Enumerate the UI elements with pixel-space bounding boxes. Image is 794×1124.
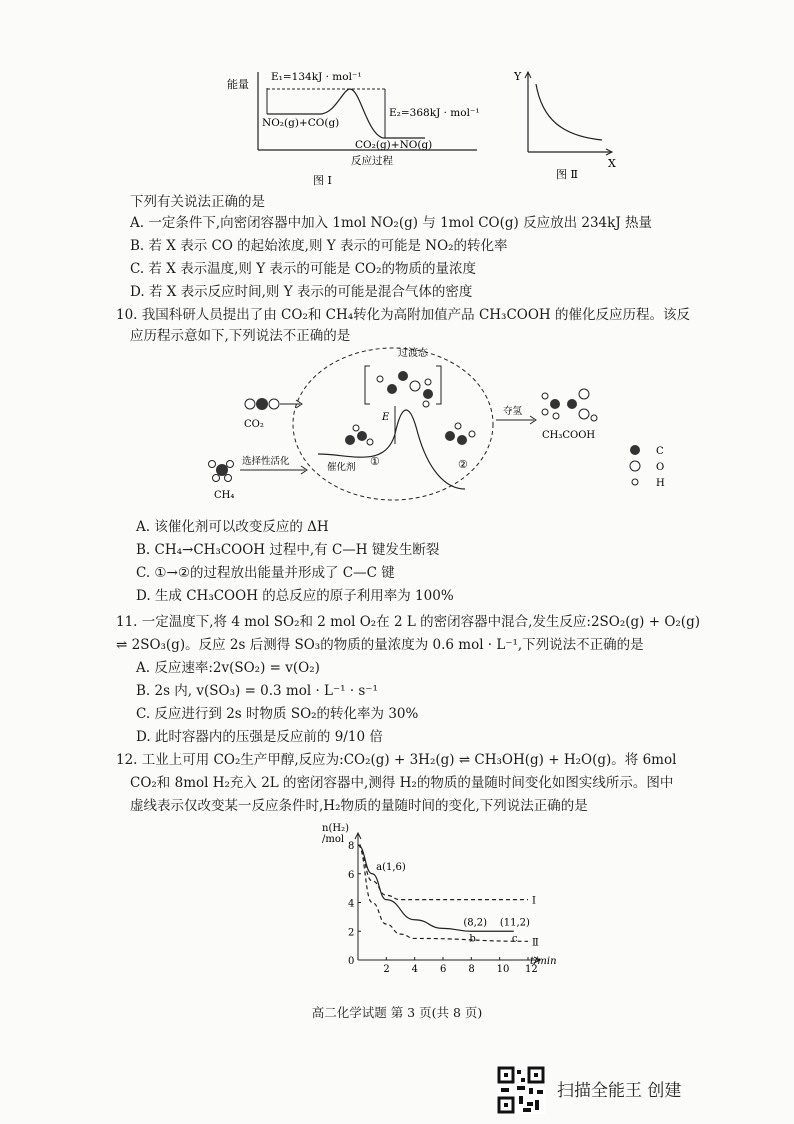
annotation-label: (8,2) (463, 917, 488, 929)
step-2-label: ② (458, 458, 468, 471)
q11-stem-line1: 11. 一定温度下,将 4 mol SO₂和 2 mol O₂在 2 L 的密闭容器中混合,发生反应:2SO₂(g) + O₂(g) (116, 614, 700, 630)
legend-c-label: C (656, 446, 664, 457)
x-tick-label: 10 (496, 964, 510, 975)
q9-option-b: B. 若 X 表示 CO 的起始浓度,则 Y 表示的可能是 NO₂的转化率 (130, 238, 508, 254)
co2-label: CO₂ (244, 419, 264, 430)
qr-code-icon (497, 1066, 545, 1114)
y-tick-label: 8 (348, 841, 355, 852)
scanner-watermark: 扫描全能王 创建 (557, 1081, 682, 1101)
y-tick-label: 0 (348, 956, 355, 967)
q9-option-a: A. 一定条件下,向密闭容器中加入 1mol NO₂(g) 与 1mol CO(g) 反应放出 234kJ 热量 (130, 215, 653, 231)
e2-label: E₂=368kJ · mol⁻¹ (389, 107, 480, 119)
reaction-coordinate-label: 反应过程 (351, 155, 393, 167)
annotation-label: b (469, 933, 476, 945)
x-tick-label: 12 (525, 964, 538, 975)
q12-stem-line2: CO₂和 8mol H₂充入 2L 的密闭容器中,测得 H₂的物质的量随时间变化如图实线所示。图中 (130, 775, 674, 791)
annotation-label: a(1,6) (376, 861, 406, 873)
q11-option-c: C. 反应进行到 2s 时物质 SO₂的转化率为 30% (136, 706, 419, 722)
ch4-label: CH₄ (214, 490, 235, 501)
q10-option-b: B. CH₄→CH₃COOH 过程中,有 C—H 键发生断裂 (136, 542, 440, 558)
y-axis-unit: /mol (322, 834, 345, 845)
products-label: CO₂(g)+NO(g) (355, 139, 433, 151)
curve-figure-2 (512, 64, 622, 184)
h-capture-label: 夺氢 (503, 406, 523, 417)
q9-stem: 下列有关说法正确的是 (130, 194, 265, 210)
page-footer: 高二化学试题 第 3 页(共 8 页) (311, 1005, 483, 1020)
step-1-label: ① (370, 455, 380, 468)
reaction-mechanism-diagram (200, 344, 680, 512)
q9-option-d: D. 若 X 表示反应时间,则 Y 表示的可能是混合气体的密度 (130, 284, 473, 300)
q11-option-b: B. 2s 内, v(SO₃) = 0.3 mol · L⁻¹ · s⁻¹ (136, 683, 378, 699)
h2-amount-chart (318, 815, 558, 975)
q12-stem-line1: 12. 工业上可用 CO₂生产甲醇,反应为:CO₂(g) + 3H₂(g) ⇌ CH₃OH(g) + H₂O(g)。将 6mol (116, 752, 677, 768)
y-tick-label: 4 (348, 898, 355, 910)
q10-stem-line1: 10. 我国科研人员提出了由 CO₂和 CH₄转化为高附加值产品 CH₃COOH 的催化反应历程。该反 (116, 307, 690, 323)
activation-energy-label: E (382, 412, 390, 423)
q10-stem-line2: 应历程示意如下,下列说法不正确的是 (130, 328, 351, 344)
energy-axis-label: 能量 (227, 78, 249, 91)
y-axis-label: n(H₂) (322, 823, 349, 834)
legend-o-label: O (656, 462, 665, 473)
q11-option-d: D. 此时容器内的压强是反应前的 9/10 倍 (136, 729, 383, 745)
annotation-label: c (511, 933, 518, 945)
q9-option-c: C. 若 X 表示温度,则 Y 表示的可能是 CO₂的物质的量浓度 (130, 261, 477, 277)
figure-1-caption: 图 Ⅰ (313, 174, 332, 187)
product-label: CH₃COOH (542, 430, 596, 441)
x-axis-label: t/min (530, 956, 557, 967)
q10-option-d: D. 生成 CH₃COOH 的总反应的原子利用率为 100% (136, 588, 454, 604)
y-tick-label: 2 (348, 927, 355, 939)
transition-state-label: 过渡态 (398, 348, 428, 359)
series-label-3: Ⅱ (532, 937, 539, 949)
x-tick-label: 8 (468, 964, 475, 975)
legend-h-label: H (656, 478, 665, 489)
q10-option-a: A. 该催化剂可以改变反应的 ΔH (136, 519, 329, 535)
fig2-y-label: Y (514, 70, 522, 83)
q11-option-a: A. 反应速率:2v(SO₂) = v(O₂) (136, 660, 320, 676)
q10-option-c: C. ①→②的过程放出能量并形成了 C—C 键 (136, 565, 395, 581)
e1-label: E₁=134kJ · mol⁻¹ (271, 71, 362, 83)
x-tick-label: 4 (411, 964, 419, 975)
x-tick-label: 6 (440, 964, 447, 975)
q12-stem-line3: 虚线表示仅改变某一反应条件时,H₂物质的量随时间的变化,下列说法正确的是 (130, 798, 588, 814)
figure-2-caption: 图 Ⅱ (556, 168, 578, 181)
y-tick-label: 6 (348, 869, 355, 881)
series-label-2: Ⅰ (532, 895, 536, 907)
fig2-x-label: X (608, 157, 616, 170)
annotation-label: (11,2) (499, 917, 530, 929)
selective-activation-label: 选择性活化 (242, 456, 290, 467)
energy-diagram-figure-1 (225, 64, 495, 194)
q11-stem-line2: ⇌ 2SO₃(g)。反应 2s 后测得 SO₃的物质的量浓度为 0.6 mol · L⁻¹,下列说法不正确的是 (116, 637, 644, 653)
catalyst-label: 催化剂 (327, 462, 356, 473)
reactants-label: NO₂(g)+CO(g) (262, 117, 340, 129)
x-tick-label: 2 (383, 964, 390, 975)
